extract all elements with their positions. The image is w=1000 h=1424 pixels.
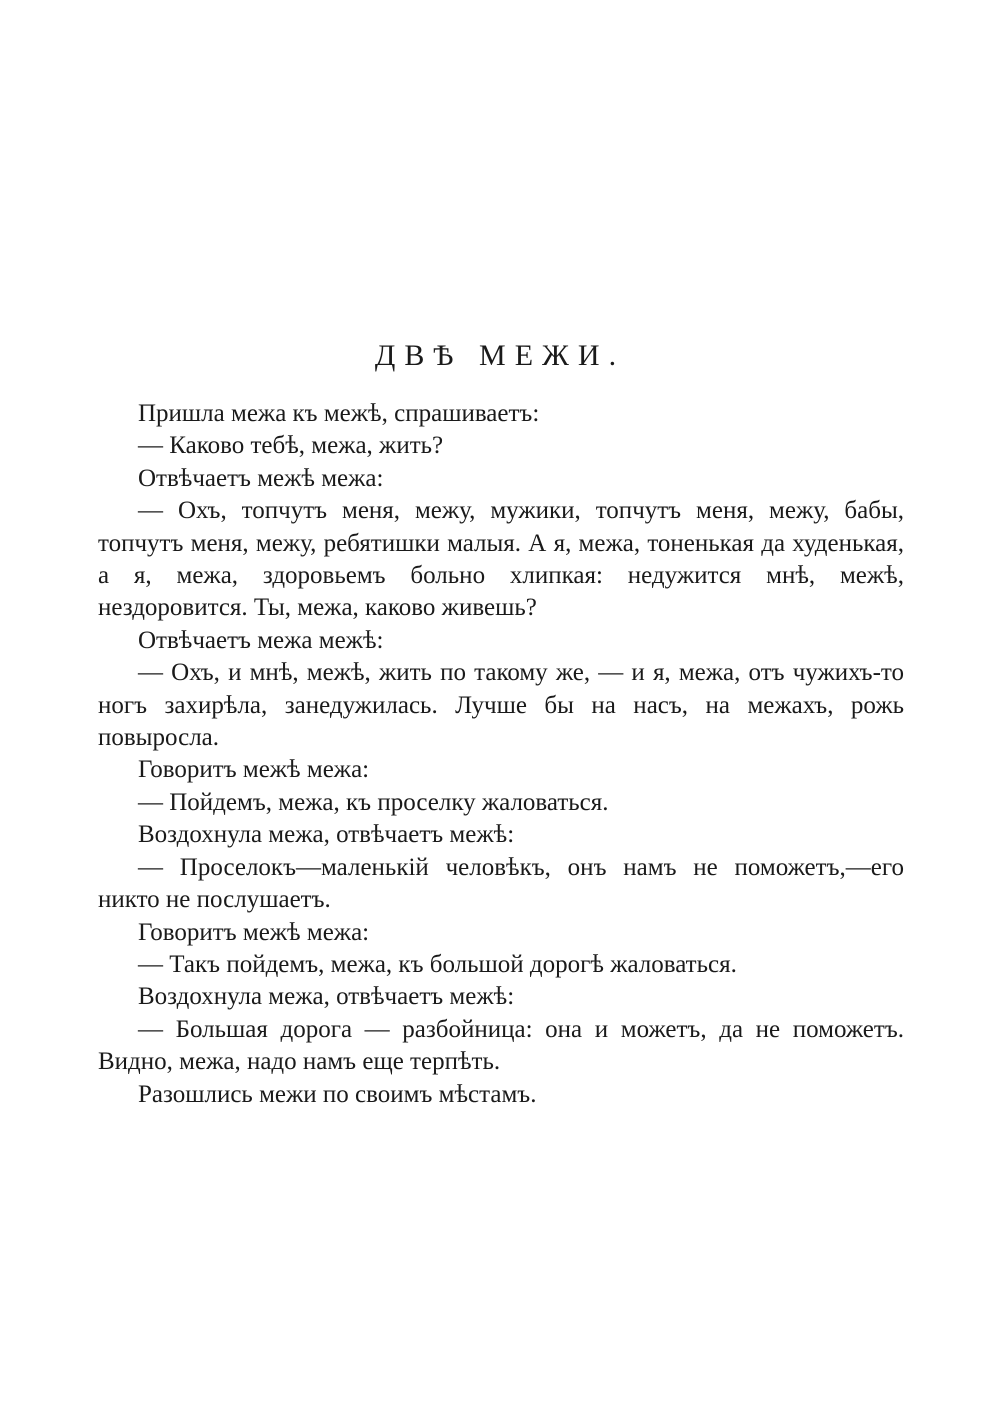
paragraph: Говоритъ межѣ межа: [138, 756, 370, 784]
paragraph: Воздохнула межа, отвѣчаетъ межѣ: [138, 983, 515, 1011]
paragraph: — Такъ пойдемъ, межа, къ большой дорогѣ жаловаться. [138, 950, 737, 978]
paragraph: — Каково тебѣ, межа, жить? [138, 432, 444, 460]
paragraph: Говоритъ межѣ межа: [138, 918, 370, 946]
paragraph: — Пойдемъ, межа, къ проселку жаловаться. [138, 788, 609, 816]
paragraph: — Проселокъ—маленькій человѣкъ, онъ намъ не поможетъ,—его никто не послушаетъ. [98, 853, 904, 914]
paragraph: Отвѣчаетъ межа межѣ: [138, 626, 384, 654]
paragraph: Пришла межа къ межѣ, спрашиваетъ: [138, 400, 540, 427]
paragraph: — Охъ, топчутъ меня, межу, мужики, топчутъ меня, межу, бабы, топчутъ меня, межу, ребятишки малыя. А я, межа, тоненькая да худенькая, а я, межа, здоровьемъ больно хлипкая: недужится мнѣ, межѣ, нездоровится. Ты, межа, каково живешь? [98, 497, 904, 622]
story-text [98, 398, 904, 1111]
story-title: ДВѢ МЕЖИ. [374, 339, 626, 372]
paragraph: — Охъ, и мнѣ, межѣ, жить по такому же, — и я, межа, отъ чужихъ-то ногъ захирѣла, занедужилась. Лучше бы на насъ, на межахъ, рожь повыросла. [98, 659, 904, 752]
paragraph: Воздохнула межа, отвѣчаетъ межѣ: [138, 821, 515, 849]
paragraph: Разошлись межи по своимъ мѣстамъ. [138, 1080, 537, 1108]
paragraph: — Большая дорога — разбойница: она и можетъ, да не поможетъ. Видно, межа, надо намъ еще терпѣть. [98, 1015, 904, 1076]
paragraph: Отвѣчаетъ межѣ межа: [138, 464, 384, 492]
